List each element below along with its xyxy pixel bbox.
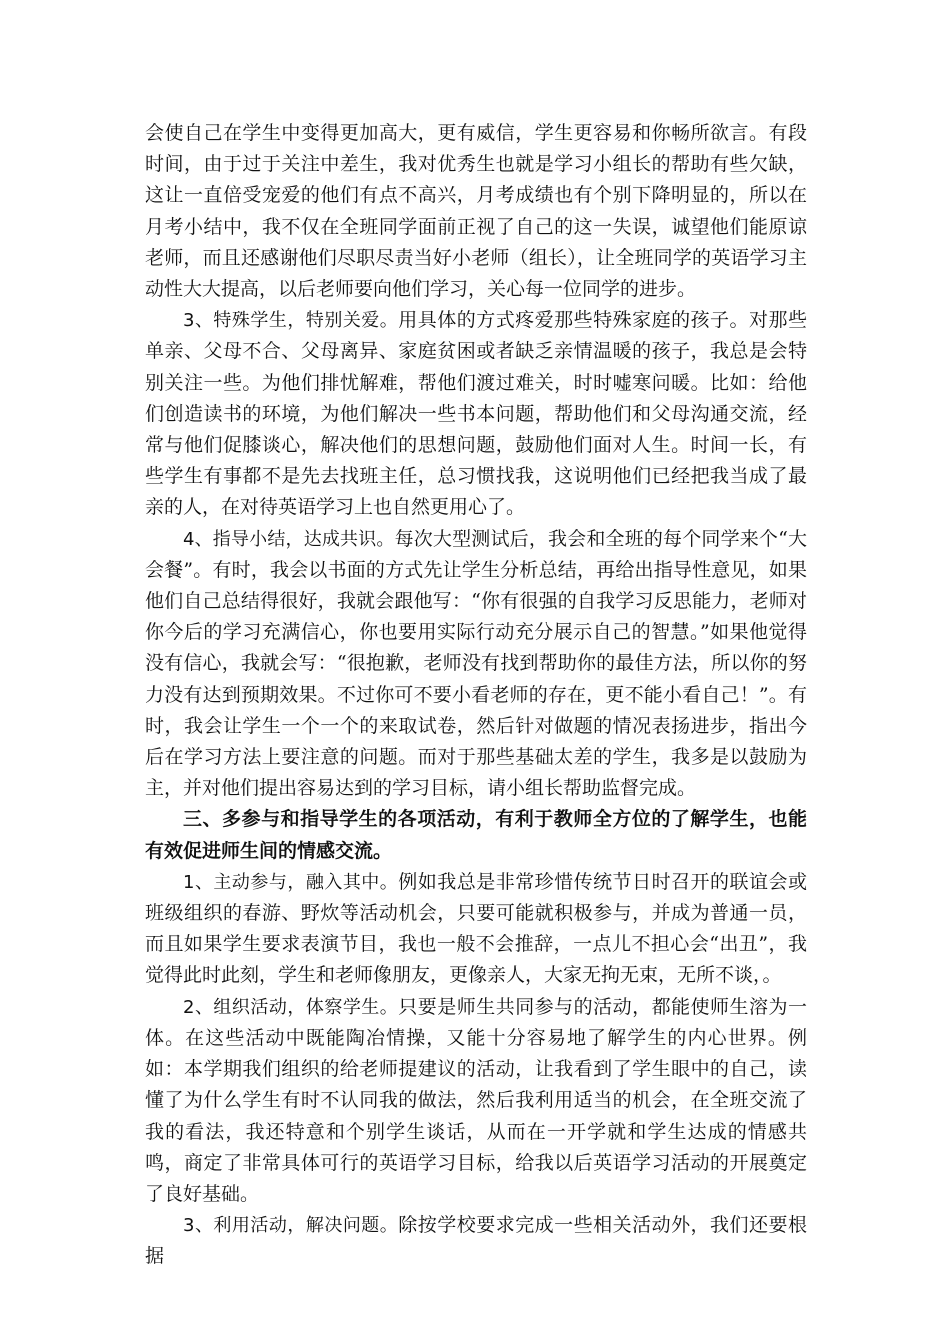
paragraph-body: 除按学校要求完成一些相关活动外，我们还要根据 <box>145 1214 807 1268</box>
paragraph-body: 每次大型测试后，我会和全班的每个同学来个“大会餐”。有时，我会以书面的方式先让学生分析总结，再给出指导性意见，如果他们自己总结得很好，我就会跟他写：“你有很强的自我学习反思能力，老师对你今后的学习充满信心，你也要用实际行动充分展示自己的智慧。”如果他觉得没有信心，我就会写：“很抱歉，老师没有找到帮助你的最佳方法，所以你的努力没有达到预期效果。不过你可不要小看老师的存在，更不能小看自己！”。有时，我会让学生一个一个的来取试卷，然后针对做题的情况表扬进步，指出今后在学习方法上要注意的问题。而对于那些基础太差的学生，我多是以鼓励为主，并对他们提出容易达到的学习目标，请小组长帮助监督完成。 <box>145 527 808 800</box>
section-heading-3: 三、多参与和指导学生的各项活动，有利于教师全方位的了解学生，也能有效促进师生间的情感交流。 <box>145 808 807 862</box>
paragraph-body: 例如我总是非常珍惜传统节日时召开的联谊会或班级组织的春游、野炊等活动机会，只要可能就积极参与，并成为普通一员，而且如果学生要求表演节目，我也一般不会推辞，一点儿不担心会“出丑”，我觉得此时此刻，学生和老师像朋友，更像亲人，大家无拘无束，无所不谈，。 <box>145 870 807 987</box>
paragraph-lead: 2、组织活动，体察学生。 <box>183 996 399 1018</box>
paragraph-active-participation <box>145 867 807 992</box>
paragraph-body: 用具体的方式疼爱那些特殊家庭的孩子。对那些单亲、父母不合、父母离异、家庭贫困或者缺乏亲情温暖的孩子，我总是会特别关注一些。为他们排忧解难，帮他们渡过难关，时时嘘寒问暖。比如：给他们创造读书的环境，为他们解决一些书本问题，帮助他们和父母沟通交流，经常与他们促膝谈心，解决他们的思想问题，鼓励他们面对人生。时间一长，有些学生有事都不是先去找班主任，总习惯找我，这说明他们已经把我当成了最亲的人，在对待英语学习上也自然更用心了。 <box>145 309 807 519</box>
paragraph-body: 只要是师生共同参与的活动，都能使师生溶为一体。在这些活动中既能陶冶情操，又能十分容易地了解学生的内心世界。例如：本学期我们组织的给老师提建议的活动，让我看到了学生眼中的自己，读懂了为什么学生有时不认同我的做法，然后我利用适当的机会，在全班交流了我的看法，我还特意和个别学生谈话，从而在一开学就和学生达成的情感共鸣，商定了非常具体可行的英语学习目标，给我以后英语学习活动的开展奠定了良好基础。 <box>145 995 807 1205</box>
paragraph-lead: 3、利用活动，解决问题。 <box>183 1215 399 1237</box>
paragraph-guided-summary <box>145 524 807 805</box>
paragraph-special-students <box>145 305 807 523</box>
paragraph-lead: 3、特殊学生，特别关爱。 <box>183 310 399 332</box>
paragraph-continuation: 会使自己在学生中变得更加高大，更有威信，学生更容易和你畅所欲言。有段时间，由于过于关注中差生，我对优秀生也就是学习小组长的帮助有些欠缺，这让一直倍受宠爱的他们有点不高兴，月考成绩也有个别下降明显的，所以在月考小结中，我不仅在全班同学面前正视了自己的这一失误，诚望他们能原谅老师，而且还感谢他们尽职尽责当好小老师（组长），让全班同学的英语学习主动性大大提高，以后老师要向他们学习，关心每一位同学的进步。 <box>145 122 807 301</box>
document-page <box>145 118 807 1273</box>
paragraph-use-activities <box>145 1210 807 1272</box>
paragraph-lead: 1、主动参与，融入其中。 <box>183 871 399 893</box>
paragraph-lead: 4、指导小结，达成共识。 <box>183 528 395 550</box>
paragraph-organize-activities <box>145 992 807 1210</box>
